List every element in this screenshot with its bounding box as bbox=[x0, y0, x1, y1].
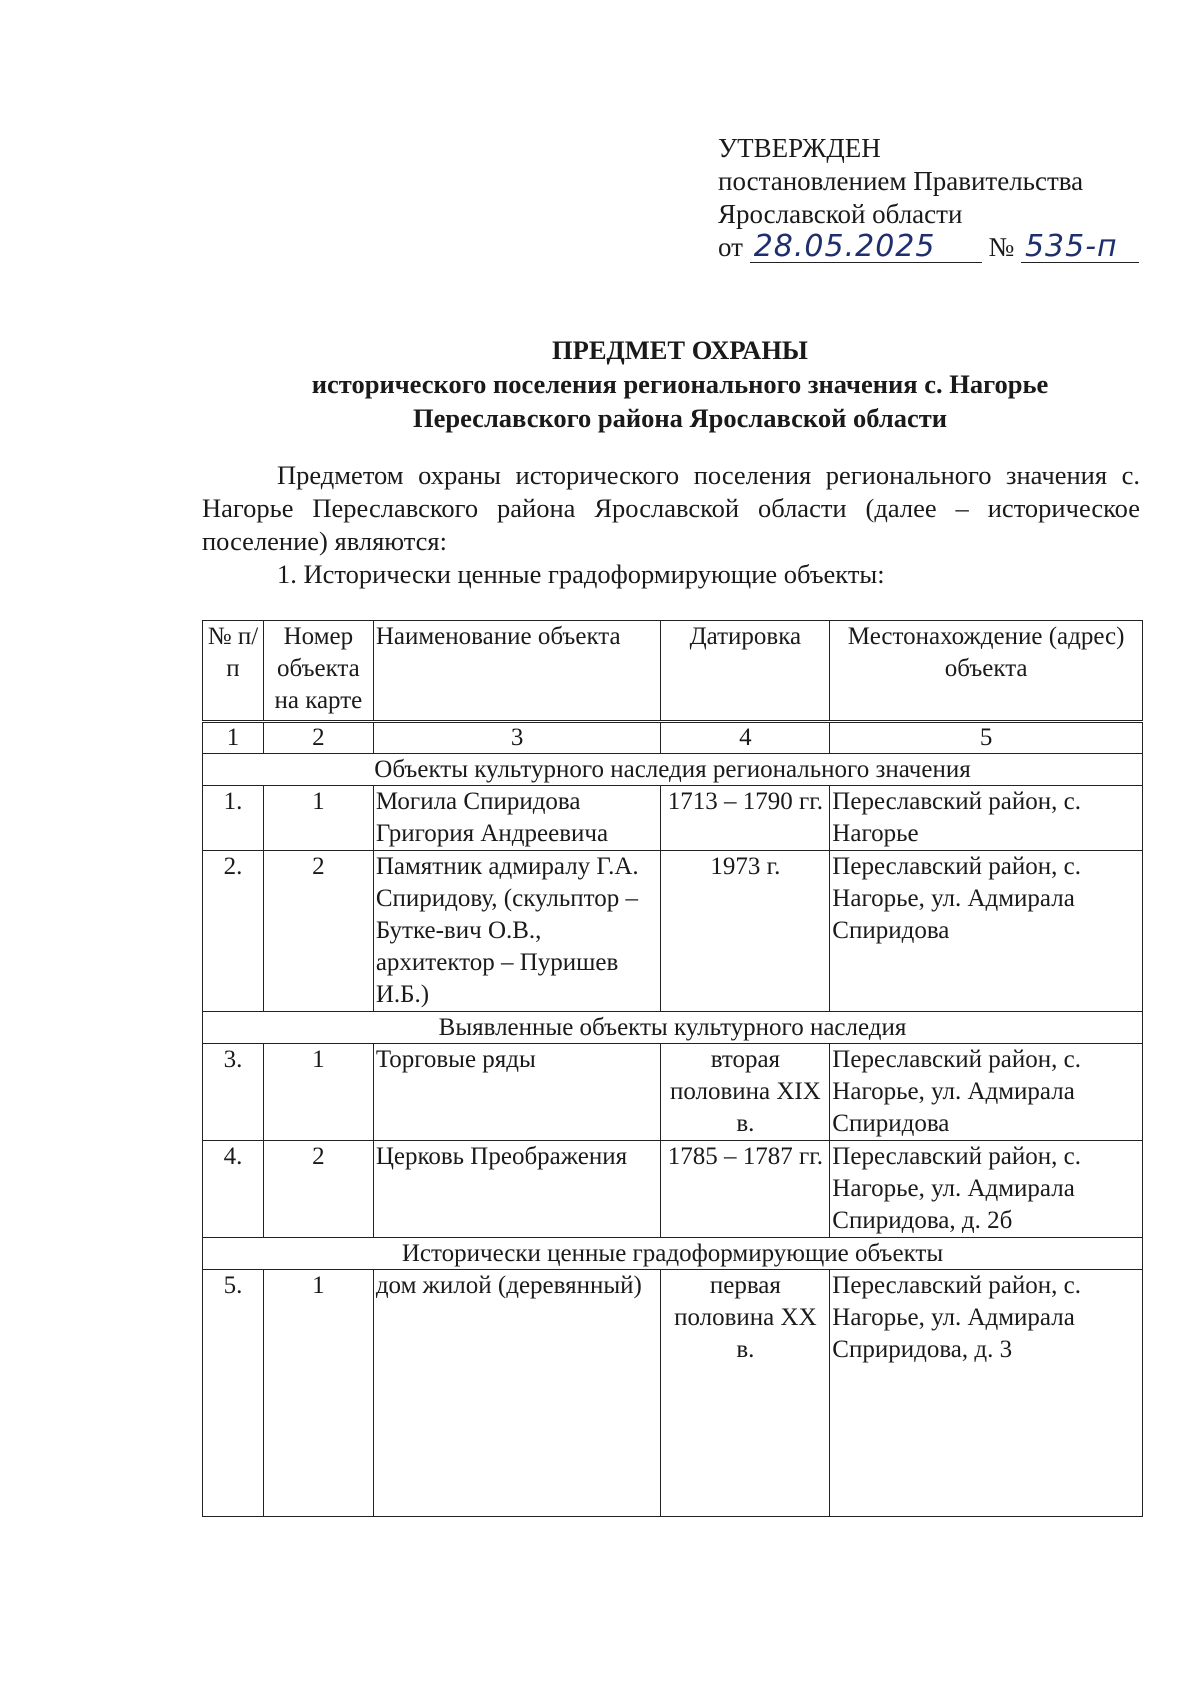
row-map-number: 2 bbox=[263, 851, 373, 1012]
table-section-row bbox=[203, 1238, 1143, 1270]
row-name: Церковь Преображения bbox=[373, 1141, 661, 1238]
row-name: Памятник адмиралу Г.А. Спиридову, (скульптор – Бутке-вич О.В., архитектор – Пуришев И.Б.) bbox=[373, 851, 661, 1012]
intro-paragraph: Предметом охраны исторического поселения регионального значения с. Нагорье Переславского района Ярославской области (далее – историческое поселение) являются: bbox=[202, 460, 1140, 556]
number-prefix: № bbox=[988, 232, 1015, 262]
intro-item-1: 1. Исторически ценные градоформирующие объекты: bbox=[277, 559, 885, 589]
column-number: 4 bbox=[661, 722, 830, 754]
row-dating: вторая половина XIX в. bbox=[661, 1044, 830, 1141]
approval-issuer: постановлением Правительства bbox=[718, 166, 1084, 196]
row-number: 3. bbox=[203, 1044, 264, 1141]
approval-region: Ярославской области bbox=[718, 199, 963, 229]
column-number: 5 bbox=[830, 722, 1143, 754]
table-section-row bbox=[203, 1012, 1143, 1044]
column-number: 1 bbox=[203, 722, 264, 754]
table-row bbox=[203, 851, 1143, 1012]
header-location: Местонахождение (адрес) объекта bbox=[830, 621, 1143, 722]
approval-date-line bbox=[718, 231, 1139, 264]
approval-stamp bbox=[718, 132, 1139, 264]
row-map-number: 1 bbox=[263, 786, 373, 851]
row-number: 4. bbox=[203, 1141, 264, 1238]
table-row bbox=[203, 1270, 1143, 1517]
objects-table bbox=[202, 620, 1143, 1517]
row-name: Могила Спиридова Григория Андреевича bbox=[373, 786, 661, 851]
row-dating: 1713 – 1790 гг. bbox=[661, 786, 830, 851]
row-number: 1. bbox=[203, 786, 264, 851]
row-map-number: 1 bbox=[263, 1270, 373, 1517]
header-map-number: Номер объекта на карте bbox=[263, 621, 373, 722]
table-row bbox=[203, 786, 1143, 851]
table-header-row bbox=[203, 621, 1143, 722]
section-title: Выявленные объекты культурного наследия bbox=[203, 1012, 1143, 1044]
handwritten-number: 535-п bbox=[1021, 232, 1139, 263]
row-map-number: 1 bbox=[263, 1044, 373, 1141]
column-number: 2 bbox=[263, 722, 373, 754]
approval-status: УТВЕРЖДЕН bbox=[718, 133, 881, 163]
row-dating: первая половина XX в. bbox=[661, 1270, 830, 1517]
table-column-numbers bbox=[203, 722, 1143, 754]
table-row bbox=[203, 1141, 1143, 1238]
row-number: 2. bbox=[203, 851, 264, 1012]
row-name: дом жилой (деревянный) bbox=[373, 1270, 661, 1517]
column-number: 3 bbox=[373, 722, 661, 754]
handwritten-date: 28.05.2025 bbox=[750, 232, 982, 263]
row-location: Переславский район, с. Нагорье, ул. Адмирала Спиридова, д. 2б bbox=[830, 1141, 1143, 1238]
row-location: Переславский район, с. Нагорье, ул. Адмирала Спиридова bbox=[830, 851, 1143, 1012]
header-number: № п/п bbox=[203, 621, 264, 722]
header-name: Наименование объекта bbox=[373, 621, 661, 722]
row-name: Торговые ряды bbox=[373, 1044, 661, 1141]
row-location: Переславский район, с. Нагорье bbox=[830, 786, 1143, 851]
row-dating: 1785 – 1787 гг. bbox=[661, 1141, 830, 1238]
table-row bbox=[203, 1044, 1143, 1141]
date-prefix: от bbox=[718, 232, 743, 262]
section-title: Объекты культурного наследия регионального значения bbox=[203, 754, 1143, 786]
table-section-row bbox=[203, 754, 1143, 786]
title-line-1: ПРЕДМЕТ ОХРАНЫ bbox=[552, 335, 808, 365]
section-title: Исторически ценные градоформирующие объекты bbox=[203, 1238, 1143, 1270]
row-dating: 1973 г. bbox=[661, 851, 830, 1012]
row-number: 5. bbox=[203, 1270, 264, 1517]
title-line-2: исторического поселения регионального значения с. Нагорье bbox=[311, 369, 1049, 399]
intro-text bbox=[202, 459, 1140, 591]
title-line-3: Переславского района Ярославской области bbox=[412, 403, 947, 433]
document-title bbox=[150, 333, 1200, 435]
row-map-number: 2 bbox=[263, 1141, 373, 1238]
header-dating: Датировка bbox=[661, 621, 830, 722]
row-location: Переславский район, с. Нагорье, ул. Адмирала Сприридова, д. 3 bbox=[830, 1270, 1143, 1517]
row-location: Переславский район, с. Нагорье, ул. Адмирала Спиридова bbox=[830, 1044, 1143, 1141]
